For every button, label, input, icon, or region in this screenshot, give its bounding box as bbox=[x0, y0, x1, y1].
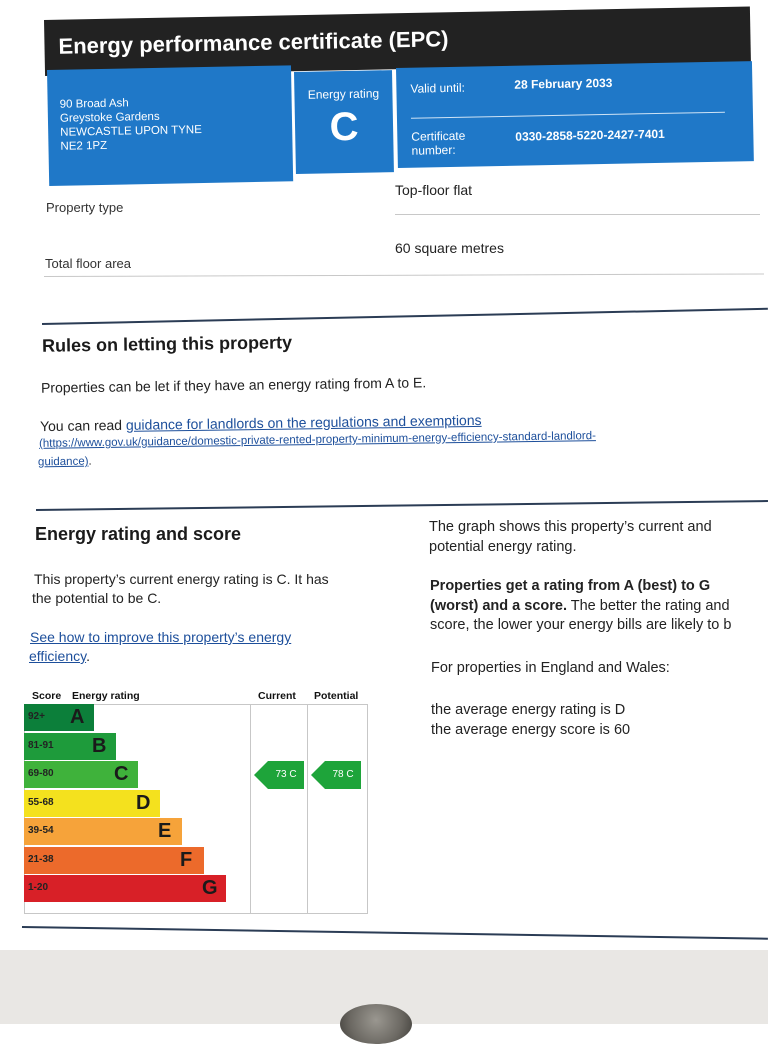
rating-column-header: Energy rating bbox=[72, 690, 140, 702]
rules-heading: Rules on letting this property bbox=[41, 332, 293, 356]
rating-band-a bbox=[24, 704, 94, 731]
rules-text: Properties can be let if they have an energy rating from A to E. bbox=[40, 374, 427, 396]
floor-area-value: 60 square metres bbox=[395, 240, 504, 256]
guidance-link[interactable]: guidance for landlords on the regulations and exemptions bbox=[125, 411, 482, 433]
graph-explainer-line-1: The graph shows this property’s current and bbox=[429, 519, 712, 535]
band-letter: D bbox=[136, 791, 151, 814]
address-line-2: Greystoke Gardens bbox=[59, 110, 160, 125]
rating-scale-rest: The better the rating and bbox=[566, 598, 730, 614]
score-column-header: Score bbox=[32, 690, 62, 702]
current-rating-label: 73 C bbox=[275, 768, 297, 780]
rating-band-d bbox=[24, 790, 160, 817]
rating-scale-line-3: score, the lower your energy bills are likely to b bbox=[430, 617, 732, 633]
improve-link-line-1[interactable]: See how to improve this property’s energy bbox=[30, 629, 292, 645]
band-score-label: 81-91 bbox=[28, 739, 54, 751]
rating-band-c bbox=[24, 761, 138, 788]
potential-rating-arrow bbox=[311, 761, 361, 789]
band-score-label: 39-54 bbox=[28, 825, 54, 836]
address-line-4: NE2 1PZ bbox=[60, 139, 108, 153]
url-period: . bbox=[88, 455, 92, 468]
current-rating-arrow bbox=[254, 761, 304, 789]
section-divider bbox=[42, 308, 768, 325]
address-panel bbox=[47, 65, 293, 186]
guidance-sentence bbox=[40, 412, 482, 434]
current-column bbox=[250, 704, 308, 914]
panel-divider bbox=[411, 112, 725, 119]
guidance-url-line-1[interactable]: (https://www.gov.uk/guidance/domestic-private-rented-property-minimum-energy-efficiency-standard-landlord- bbox=[38, 430, 596, 450]
rating-scale-bold-2: (worst) and a score. bbox=[430, 598, 567, 614]
guidance-url-line-2-row bbox=[38, 456, 92, 469]
rating-band-b bbox=[24, 733, 116, 760]
potential-rating-label: 78 C bbox=[332, 768, 354, 780]
energy-rating-panel bbox=[294, 70, 394, 174]
divider bbox=[395, 214, 760, 215]
section-divider bbox=[36, 500, 768, 511]
band-score-label: 55-68 bbox=[28, 796, 54, 808]
rating-scale-bold-1: Properties get a rating from A (best) to G bbox=[430, 578, 711, 594]
floor-area-label: Total floor area bbox=[45, 256, 131, 271]
band-letter: E bbox=[158, 820, 172, 842]
divider bbox=[44, 273, 764, 277]
band-letter: F bbox=[180, 848, 193, 871]
band-score-label: 92+ bbox=[28, 711, 45, 722]
band-letter: B bbox=[92, 734, 107, 757]
improve-link-line-2-row bbox=[29, 648, 90, 664]
page-title: Energy performance certificate (EPC) bbox=[58, 26, 449, 59]
rating-band-f bbox=[24, 847, 204, 874]
current-column-header: Current bbox=[258, 690, 296, 702]
average-rating-text: the average energy rating is D bbox=[431, 702, 626, 718]
rating-text-line-1: This property’s current energy rating is C. It has bbox=[34, 571, 329, 587]
potential-column-header: Potential bbox=[314, 690, 359, 702]
guidance-prefix: You can read bbox=[39, 416, 127, 435]
background-object bbox=[340, 1004, 412, 1044]
graph-explainer-line-2: potential energy rating. bbox=[429, 539, 577, 555]
band-score-label: 69-80 bbox=[28, 768, 54, 779]
average-score-text: the average energy score is 60 bbox=[431, 722, 631, 738]
band-letter: G bbox=[202, 877, 218, 899]
rating-band-e bbox=[24, 818, 182, 845]
certificate-number-label-1: Certificate bbox=[411, 128, 466, 144]
band-score-label: 21-38 bbox=[28, 853, 54, 865]
regions-text: For properties in England and Wales: bbox=[431, 660, 670, 676]
footer-divider bbox=[22, 926, 768, 940]
certificate-number-label-2: number: bbox=[411, 142, 456, 158]
certificate-number-value: 0330-2858-5220-2427-7401 bbox=[515, 126, 665, 144]
arrow-tip bbox=[311, 761, 325, 789]
valid-until-value: 28 February 2033 bbox=[514, 75, 613, 92]
address-line-1: 90 Broad Ash bbox=[59, 97, 129, 111]
band-letter: C bbox=[114, 763, 129, 785]
potential-column bbox=[307, 704, 368, 914]
address-line-3: NEWCASTLE UPON TYNE bbox=[60, 124, 202, 139]
valid-until-label: Valid until: bbox=[410, 80, 466, 96]
rating-text-line-2: the potential to be C. bbox=[32, 590, 162, 606]
improve-period: . bbox=[86, 648, 90, 664]
property-type-label: Property type bbox=[46, 200, 124, 215]
certificate-panel bbox=[396, 61, 754, 168]
energy-rating-heading: Energy rating and score bbox=[35, 524, 242, 544]
energy-rating-label: Energy rating bbox=[307, 86, 380, 102]
arrow-tip bbox=[254, 761, 268, 789]
rating-band-g bbox=[24, 875, 226, 902]
band-letter: A bbox=[70, 706, 85, 728]
rating-scale-line-2 bbox=[430, 598, 730, 614]
guidance-url-line-2[interactable]: guidance) bbox=[37, 455, 89, 469]
band-score-label: 1-20 bbox=[28, 882, 49, 893]
epc-rating-chart bbox=[24, 690, 368, 914]
improve-link-line-2[interactable]: efficiency bbox=[29, 648, 87, 664]
energy-rating-value: C bbox=[329, 104, 359, 150]
property-type-value: Top-floor flat bbox=[395, 182, 473, 198]
